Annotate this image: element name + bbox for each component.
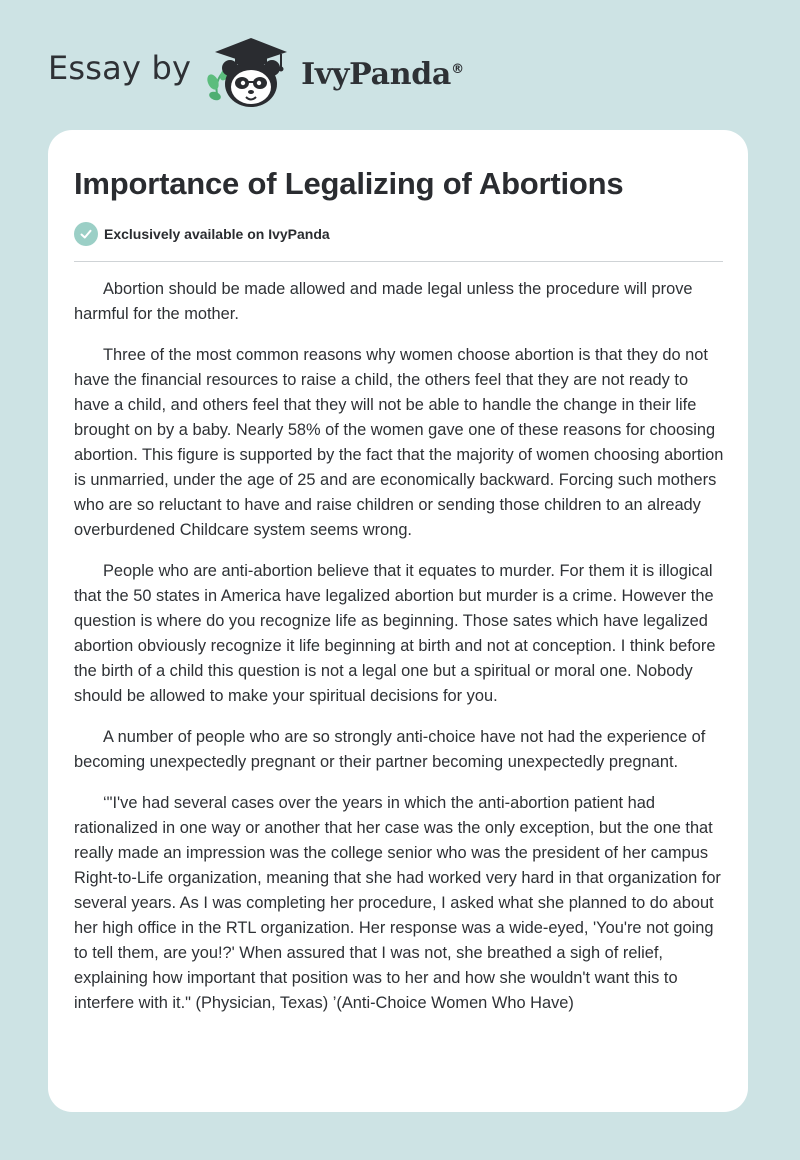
brand-name[interactable]: IvyPanda®	[301, 56, 464, 92]
paragraph: Three of the most common reasons why women choose abortion is that they do not have the financial resources to raise a child, the others feel that they are not ready to have a child, and others feel that they will not be able to handle the change in their life brought on by a baby. Nearly 58% of the women gave one of these reasons for choosing abortion. This figure is supported by the fact that the majority of women choosing abortion is unmarried, under the age of 25 and are economically backward. Forcing such mothers who are so reluctant to have and raise children or sending those children to an already overburdened Childcare system seems wrong.	[74, 346, 724, 539]
site-header	[48, 36, 464, 108]
exclusive-badge	[74, 222, 330, 246]
page-title: Importance of Legalizing of Abortions	[74, 166, 624, 201]
essay-card	[48, 130, 748, 1112]
title-divider	[74, 261, 723, 262]
registered-mark: ®	[451, 61, 464, 77]
essay-body	[74, 277, 726, 1032]
paragraph: A number of people who are so strongly anti-choice have not had the experience of becoming unexpectedly pregnant or their partner becoming unexpectedly pregnant.	[74, 728, 706, 771]
paragraph: Abortion should be made allowed and made legal unless the procedure will prove harmful for the mother.	[74, 280, 693, 323]
panda-graduate-icon[interactable]	[203, 34, 297, 110]
paragraph: ‘"I've had several cases over the years in which the anti-abortion patient had rationalized in one way or another that her case was the only exception, but the one that really made an impression was the college senior who was the president of her campus Right-to-Life organization, meaning that she had worked very hard in that organization for several years. As I was completing her procedure, I asked what she planned to do about her high office in the RTL organization. Her response was a wide-eyed, 'You're not going to tell them, are you!?' When assured that I was not, she breathed a sigh of relief, explaining how important that position was to her and how she wouldn't want this to interfere with it." (Physician, Texas) ’(Anti-Choice Women Who Have)	[74, 794, 721, 1012]
brand-prefix: Essay by	[48, 49, 192, 87]
checkmark-icon	[74, 222, 98, 246]
paragraph: People who are anti-abortion believe that it equates to murder. For them it is illogical that the 50 states in America have legalized abortion but murder is a crime. However the question is where do you recognize life as beginning. Those sates which have legalized abortion obviously recognize it life beginning at birth and not at conception. I think before the birth of a child this question is not a legal one but a spiritual or moral one. Nobody should be allowed to make your spiritual decisions for you.	[74, 562, 716, 705]
exclusive-badge-text: Exclusively available on IvyPanda	[104, 226, 330, 242]
